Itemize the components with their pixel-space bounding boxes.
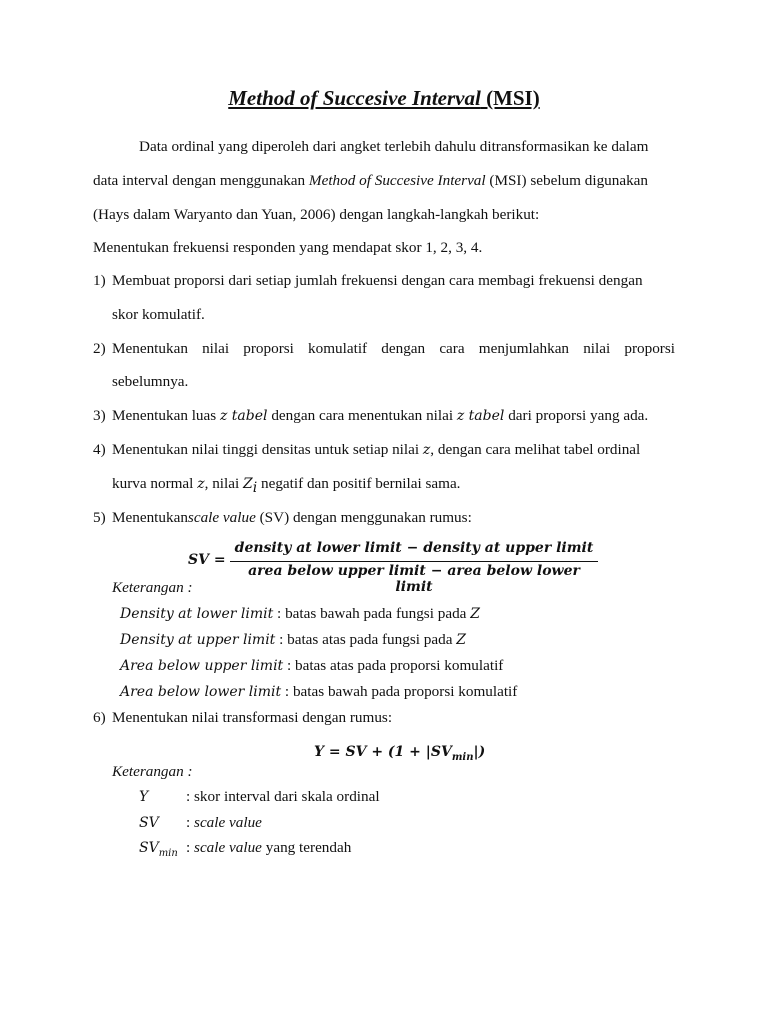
step-3-number: 3) [93, 407, 106, 424]
step-4-line-2-math-2: Z [242, 476, 253, 492]
step-4-a: Menentukan nilai tinggi densitas untuk setiap nilai [112, 441, 423, 458]
keterangan-1-term-1: Density at lower limit [120, 606, 274, 622]
step-4-math-1: z [422, 442, 431, 458]
step-4-line-2-a: kurva normal [112, 475, 198, 492]
keterangan-2-svmin-desc-it: scale value [194, 839, 262, 856]
step-3-a: Menentukan luas [112, 407, 220, 424]
step-3-math-1: z tabel [219, 408, 268, 424]
sv-formula-lhs: SV = [188, 552, 226, 568]
keterangan-2-svmin-term [139, 838, 178, 864]
title-plain: (MSI) [480, 86, 540, 110]
intro-line-2c: (MSI) sebelum digunakan [485, 172, 649, 189]
step-6-line: Menentukan nilai transformasi dengan rumus: [112, 709, 393, 726]
step-5-number: 5) [93, 509, 106, 526]
keterangan-2-sv-colon: : [186, 814, 195, 831]
step-1-line-1: Membuat proporsi dari setiap jumlah frekuensi dengan cara membagi frekuensi dengan [112, 272, 643, 289]
step-4-line-1 [112, 440, 640, 460]
intro-line-1: Data ordinal yang diperoleh dari angket terlebih dahulu ditransformasikan ke dalam [139, 138, 649, 155]
y-formula-a: Y = SV + (1 + |SV [314, 744, 452, 760]
keterangan-1-item-1 [120, 604, 480, 624]
keterangan-1-var-1: Z [470, 606, 480, 622]
y-formula [314, 742, 485, 768]
step-4-line-2-b: , nilai [204, 475, 243, 492]
step-3-line [112, 406, 648, 426]
step-4-b: , dengan cara melihat tabel ordinal [430, 441, 641, 458]
step-5-c: (SV) dengan menggunakan rumus: [255, 509, 472, 526]
keterangan-1-desc-4: : batas bawah pada proporsi komulatif [281, 683, 518, 700]
keterangan-2-sv-term: SV [139, 815, 159, 831]
intro-line-2a: data interval dengan menggunakan [93, 172, 309, 189]
step-6-number: 6) [93, 709, 106, 726]
keterangan-1-term-3: Area below upper limit [120, 658, 284, 674]
intro-line-4: Menentukan frekuensi responden yang mendapat skor 1, 2, 3, 4. [93, 239, 483, 256]
keterangan-1-term-2: Density at upper limit [120, 632, 276, 648]
keterangan-1-item-3 [120, 656, 503, 676]
keterangan-2-heading: Keterangan : [112, 763, 193, 780]
keterangan-2-sv-desc [186, 813, 262, 833]
sv-formula [180, 540, 600, 595]
keterangan-2-svmin-sub: min [158, 847, 178, 859]
intro-line-2b: Method of Succesive Interval [308, 172, 486, 189]
step-2-line-2: sebelumnya. [112, 373, 189, 390]
intro-line-2 [93, 171, 648, 191]
step-1-number: 1) [93, 272, 106, 289]
keterangan-2-svmin-sv: SV [139, 840, 159, 856]
keterangan-2-y-term: Y [139, 789, 149, 805]
intro-line-3: (Hays dalam Waryanto dan Yuan, 2006) dengan langkah-langkah berikut: [93, 206, 540, 223]
step-3-c: dari proporsi yang ada. [504, 407, 649, 424]
step-5-b: scale value [187, 509, 256, 526]
step-3-b: dengan cara menentukan nilai [267, 407, 457, 424]
step-2-line-1: Menentukan nilai proporsi komulatif dengan cara menjumlahkan nilai proporsi [112, 340, 675, 357]
keterangan-1-term-4: Area below lower limit [120, 684, 282, 700]
y-formula-sub: min [451, 751, 474, 763]
step-4-line-2 [112, 474, 460, 498]
step-4-line-2-c: negatif dan positif bernilai sama. [257, 475, 461, 492]
step-3-math-2: z tabel [456, 408, 505, 424]
keterangan-1-var-2: Z [456, 632, 466, 648]
step-5-a: Menentukan [112, 509, 188, 526]
keterangan-1-item-4 [120, 682, 517, 702]
keterangan-1-desc-1: : batas bawah pada fungsi pada [273, 605, 471, 622]
keterangan-2-svmin-desc [186, 838, 351, 858]
sv-formula-denominator: area below upper limit − area below lower limit [248, 563, 580, 595]
y-formula-b: |) [473, 744, 486, 760]
step-1-line-2: skor komulatif. [112, 306, 205, 323]
keterangan-1-heading: Keterangan : [112, 579, 193, 596]
step-2-number: 2) [93, 340, 106, 357]
keterangan-2-svmin-colon: : [186, 839, 195, 856]
keterangan-1-item-2 [120, 630, 466, 650]
keterangan-2-svmin-desc-plain: yang terendah [261, 839, 352, 856]
fraction-bar [230, 561, 598, 562]
keterangan-1-desc-3: : batas atas pada proporsi komulatif [283, 657, 504, 674]
step-4-line-2-sub: i [252, 480, 258, 497]
sv-formula-numerator: density at lower limit − density at upper limit [234, 540, 594, 556]
title-italic: Method of Succesive Interval [228, 86, 481, 110]
keterangan-1-desc-2: : batas atas pada fungsi pada [275, 631, 457, 648]
step-4-number: 4) [93, 441, 106, 458]
keterangan-2-y-desc: : skor interval dari skala ordinal [186, 788, 380, 805]
keterangan-2-sv-desc-it: scale value [194, 814, 262, 831]
step-4-line-2-math-1: z [197, 476, 205, 492]
step-5-line [112, 508, 472, 528]
page-title [0, 86, 768, 111]
